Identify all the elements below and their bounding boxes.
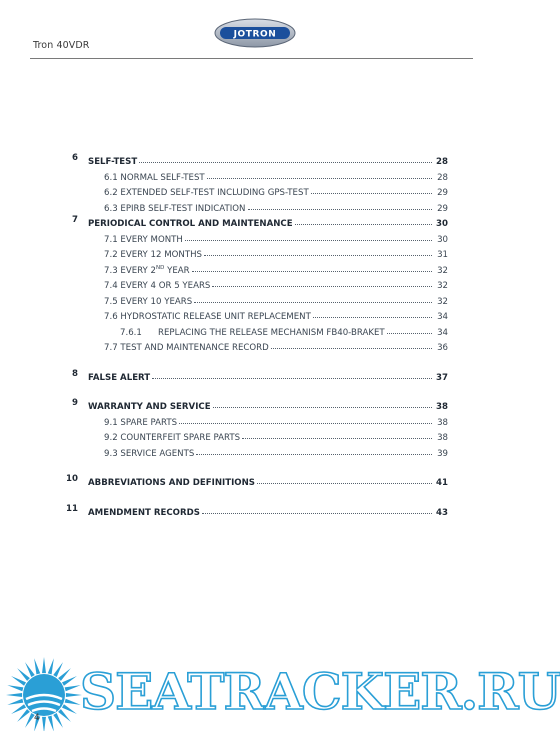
watermark xyxy=(0,647,560,731)
toc-entry-label xyxy=(104,343,269,353)
toc-page-number: 41 xyxy=(436,478,448,488)
toc-entry-text: SELF-TEST xyxy=(88,157,138,167)
toc-entry-label xyxy=(88,157,137,167)
toc-dot-leader xyxy=(213,397,432,408)
page-number: 4 xyxy=(34,713,40,723)
toc-entry-text: 7.2 EVERY 12 MONTHS xyxy=(104,250,202,260)
toc-entry-label xyxy=(104,235,183,245)
sun-ray xyxy=(11,676,26,686)
toc-spacer xyxy=(88,460,448,474)
toc-spacer xyxy=(88,490,448,504)
sun-ray xyxy=(58,668,71,681)
toc-chapter-row[interactable] xyxy=(72,368,448,385)
toc-page-number: 32 xyxy=(437,296,448,307)
toc-dot-leader xyxy=(313,307,432,318)
toc-dot-leader xyxy=(196,444,432,455)
sun-ray xyxy=(48,658,54,674)
sun-ray xyxy=(58,709,71,722)
toc-entry-label xyxy=(104,266,190,276)
toc-entry-text: ABBREVIATIONS AND DEFINITIONS xyxy=(88,478,255,488)
sun-ray xyxy=(34,658,40,674)
sun-ray xyxy=(42,657,46,673)
toc-entry-label xyxy=(120,328,385,338)
toc-page-number: 39 xyxy=(437,448,448,459)
toc-chapter-number: 7 xyxy=(72,215,78,225)
toc-dot-leader xyxy=(202,503,432,514)
toc-superscript: ND xyxy=(156,264,165,271)
toc-entry-text: 6.1 NORMAL SELF-TEST xyxy=(104,172,205,183)
sun-ray xyxy=(48,716,54,731)
toc-entry-label xyxy=(88,478,255,488)
sun-ray xyxy=(53,662,63,677)
toc-section-row[interactable] xyxy=(88,414,448,430)
sun-ray xyxy=(7,699,23,705)
toc-page-number: 31 xyxy=(437,250,448,260)
toc-spacer xyxy=(88,355,448,369)
sun-ray xyxy=(7,685,23,691)
jotron-logo xyxy=(214,18,296,48)
toc-subsection-row[interactable] xyxy=(88,324,448,340)
toc-chapter-number: 9 xyxy=(72,398,78,408)
toc-entry-text: FALSE ALERT xyxy=(88,372,151,383)
toc-entry-text: 9.2 COUNTERFEIT SPARE PARTS xyxy=(104,433,241,443)
toc-entry-text: 7.7 TEST AND MAINTENANCE RECORD xyxy=(104,343,269,353)
toc-page-number: 43 xyxy=(436,507,448,518)
toc-dot-leader xyxy=(185,230,432,241)
jotron-logo-icon xyxy=(214,18,296,48)
toc-dot-leader xyxy=(248,199,433,210)
toc-dot-leader xyxy=(192,261,432,272)
toc-dot-leader xyxy=(194,292,432,303)
toc-chapter-row[interactable] xyxy=(72,398,448,414)
toc-entry-label xyxy=(88,219,293,229)
toc-entry-label xyxy=(104,204,246,214)
toc-dot-leader xyxy=(207,168,432,179)
toc-entry-text: 9.3 SERVICE AGENTS xyxy=(104,448,195,459)
sun-ray xyxy=(25,662,35,677)
toc-entry-label xyxy=(104,297,192,307)
toc-chapter-number: 10 xyxy=(66,474,78,484)
sun-icon xyxy=(4,655,84,731)
toc-page-number: 32 xyxy=(437,281,448,291)
logo-text: JOTRON xyxy=(233,29,277,40)
toc-section-row[interactable] xyxy=(88,200,448,216)
toc-chapter-row[interactable] xyxy=(72,153,448,169)
toc-chapter-row[interactable] xyxy=(66,503,448,520)
toc-page-number: 38 xyxy=(436,402,448,412)
toc-page-number: 38 xyxy=(437,417,448,428)
toc-section-row[interactable] xyxy=(88,231,448,247)
toc-entry-label xyxy=(104,281,210,291)
toc-dot-leader xyxy=(179,413,432,424)
watermark-text: SEATRACKER.RU xyxy=(80,662,560,721)
toc-dot-leader xyxy=(271,338,432,349)
sun-ray xyxy=(62,676,77,686)
sun-ray xyxy=(17,668,30,681)
table-of-contents xyxy=(66,153,448,519)
toc-page-number: 30 xyxy=(436,219,448,229)
toc-page-number: 34 xyxy=(437,312,448,322)
toc-dot-leader xyxy=(242,428,432,439)
sun-ray xyxy=(62,704,77,714)
toc-chapter-number: 8 xyxy=(72,368,78,379)
header-divider xyxy=(30,58,473,59)
toc-entry-label xyxy=(104,173,205,183)
toc-entry-text: 7.5 EVERY 10 YEARS xyxy=(104,296,193,307)
toc-section-row[interactable] xyxy=(88,308,448,324)
toc-page-number: 37 xyxy=(436,372,448,383)
toc-entry-text: 6.2 EXTENDED SELF-TEST INCLUDING GPS-TEST xyxy=(104,188,309,198)
toc-subsection-number: 7.6.1 xyxy=(120,327,142,338)
toc-section-row[interactable] xyxy=(88,445,448,461)
toc-entry-text: 6.3 EPIRB SELF-TEST INDICATION xyxy=(104,203,246,214)
toc-section-row[interactable] xyxy=(88,339,448,355)
toc-entry-label xyxy=(104,449,194,459)
toc-entry-text: REPLACING THE RELEASE MECHANISM FB40-BRAKET xyxy=(158,327,385,338)
toc-entry-label xyxy=(104,433,240,443)
toc-dot-leader xyxy=(387,323,432,334)
sun-ray xyxy=(65,699,81,705)
toc-entry-label xyxy=(104,312,311,322)
toc-page-number: 30 xyxy=(437,234,448,245)
sun-ray xyxy=(65,685,81,691)
toc-entry-text: 7.1 EVERY MONTH xyxy=(104,234,183,245)
toc-page-number: 38 xyxy=(437,433,448,443)
toc-spacer xyxy=(88,384,448,398)
toc-section-row[interactable] xyxy=(88,246,448,262)
toc-entry-text: PERIODICAL CONTROL AND MAINTENANCE xyxy=(88,219,293,229)
sun-ray xyxy=(17,709,30,722)
toc-entry-text: 7.4 EVERY 4 OR 5 YEARS xyxy=(104,281,211,291)
toc-page-number: 36 xyxy=(437,343,448,353)
toc-section-row[interactable] xyxy=(88,293,448,309)
toc-dot-leader xyxy=(204,245,432,256)
toc-entry-label xyxy=(88,373,150,383)
toc-entry-text: 7.6 HYDROSTATIC RELEASE UNIT REPLACEMENT xyxy=(104,312,311,322)
toc-chapter-number: 11 xyxy=(66,503,78,514)
toc-dot-leader xyxy=(152,368,432,379)
toc-section-row[interactable] xyxy=(88,184,448,200)
toc-entry-label xyxy=(104,418,177,428)
toc-chapter-row[interactable] xyxy=(72,215,448,231)
toc-page-number: 34 xyxy=(437,327,448,338)
toc-entry-text: AMENDMENT RECORDS xyxy=(88,507,200,518)
sun-ray xyxy=(42,717,46,731)
toc-section-row[interactable] xyxy=(88,277,448,293)
toc-page-number: 29 xyxy=(437,203,448,214)
toc-chapter-number: 6 xyxy=(72,153,78,163)
toc-entry-label xyxy=(88,508,200,518)
toc-dot-leader xyxy=(311,183,432,194)
toc-page-number: 29 xyxy=(437,188,448,198)
sun-ray xyxy=(6,693,22,697)
toc-section-row[interactable] xyxy=(88,429,448,445)
toc-page-number: 28 xyxy=(436,157,448,167)
toc-page-number: 32 xyxy=(437,265,448,276)
toc-entry-text-after: YEAR xyxy=(164,265,190,276)
toc-entry-text: 9.1 SPARE PARTS xyxy=(104,417,178,428)
toc-dot-leader xyxy=(295,214,432,225)
toc-entry-label xyxy=(104,250,202,260)
document-title: Tron 40VDR xyxy=(33,40,90,51)
toc-chapter-row[interactable] xyxy=(66,474,448,490)
toc-page-number: 28 xyxy=(437,172,448,183)
toc-dot-leader xyxy=(212,276,432,287)
toc-section-row[interactable] xyxy=(88,169,448,185)
sun-ray xyxy=(11,704,26,714)
toc-entry-label xyxy=(88,402,211,412)
toc-dot-leader xyxy=(139,152,432,163)
toc-entry-label xyxy=(104,188,309,198)
sun-ray xyxy=(53,713,63,728)
toc-dot-leader xyxy=(257,473,432,484)
toc-section-row[interactable] xyxy=(88,262,448,278)
toc-entry-text: 7.3 EVERY 2 xyxy=(104,265,157,276)
toc-entry-text: WARRANTY AND SERVICE xyxy=(88,402,211,412)
